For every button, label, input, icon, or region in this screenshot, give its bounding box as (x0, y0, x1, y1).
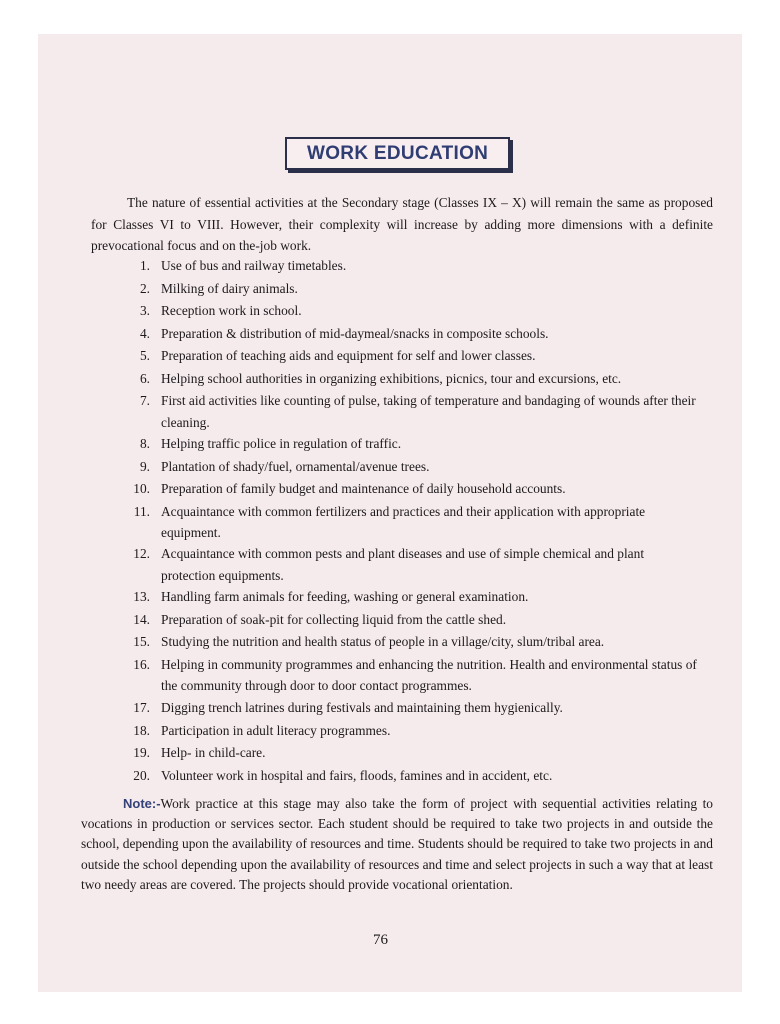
item-text: Helping in community programmes and enhancing the nutrition. Health and environmental status of the community through door to door contact programmes. (161, 656, 697, 693)
item-text: Preparation of soak-pit for collecting liquid from the cattle shed. (161, 611, 507, 627)
document-page (38, 34, 742, 992)
item-number: 6. (139, 370, 150, 386)
item-text: Use of bus and railway timetables. (161, 258, 347, 273)
page-number: 76 (373, 932, 388, 948)
item-number: 9. (139, 458, 150, 474)
item-text: Preparation of family budget and maintenance of daily household accounts. (161, 481, 566, 496)
item-number: 10. (133, 481, 150, 496)
item-text: Acquaintance with common pests and plant diseases and use of simple chemical and plant protection equipments. (161, 546, 645, 583)
intro-paragraph: The nature of essential activities at the Secondary stage (Classes IX – X) will remain the same as proposed for Classes VI to VIII. However, their complexity will increase by adding more dimensions with a definite prevocational focus and on the-job work. (91, 195, 713, 253)
item-number: 3. (139, 303, 150, 318)
item-text: Milking of dairy animals. (161, 280, 298, 296)
note-paragraph (81, 794, 713, 895)
item-number: 5. (139, 348, 150, 363)
item-text: Help- in child-care. (161, 745, 266, 760)
item-number: 8. (139, 436, 150, 451)
note-text: Work practice at this stage may also take the form of project with sequential activities relating to vocations in production or services sector. Each student should be required to take two projects in and outside the school, depending upon the availability of resources and time. Students should be required to take two projects in and outside the school depending upon the availability of resources and time and select projects in such a way that at least two needy areas are covered. The projects should provide vocational orientation. (81, 796, 713, 892)
page-title: WORK EDUCATION (285, 137, 510, 170)
item-number: 2. (139, 280, 150, 296)
item-text: Volunteer work in hospital and fairs, floods, famines and in accident, etc. (161, 767, 553, 783)
item-number: 16. (133, 656, 150, 672)
item-text: Plantation of shady/fuel, ornamental/avenue trees. (161, 458, 430, 474)
item-number: 19. (133, 745, 150, 760)
item-number: 13. (133, 589, 150, 604)
item-text: Reception work in school. (161, 303, 302, 318)
item-number: 20. (133, 767, 150, 783)
item-text: Participation in adult literacy programmes. (161, 722, 391, 738)
item-text: Helping school authorities in organizing exhibitions, picnics, tour and excursions, etc. (161, 370, 622, 386)
item-text: Studying the nutrition and health status of people in a village/city, slum/tribal area. (161, 634, 605, 649)
item-number: 11. (133, 503, 150, 519)
item-text: Preparation & distribution of mid-daymeal/snacks in composite schools. (161, 325, 549, 341)
item-text: Helping traffic police in regulation of traffic. (161, 436, 402, 451)
item-number: 4. (139, 325, 150, 341)
item-text: Digging trench latrines during festivals and maintaining them hygienically. (161, 700, 563, 715)
item-text: First aid activities like counting of pulse, taking of temperature and bandaging of wounds after their cleaning. (161, 393, 696, 430)
item-number: 17. (133, 700, 150, 715)
item-number: 1. (139, 258, 150, 273)
item-number: 14. (133, 611, 150, 627)
item-number: 18. (133, 722, 150, 738)
item-text: Preparation of teaching aids and equipment for self and lower classes. (161, 348, 536, 363)
item-number: 15. (133, 634, 150, 649)
note-label: Note:- (123, 796, 161, 811)
item-number: 7. (139, 393, 150, 408)
title-frame (285, 137, 510, 170)
item-number: 12. (133, 546, 150, 561)
item-text: Acquaintance with common fertilizers and practices and their application with appropriate equipment. (161, 503, 646, 540)
item-text: Handling farm animals for feeding, washing or general examination. (161, 589, 529, 604)
